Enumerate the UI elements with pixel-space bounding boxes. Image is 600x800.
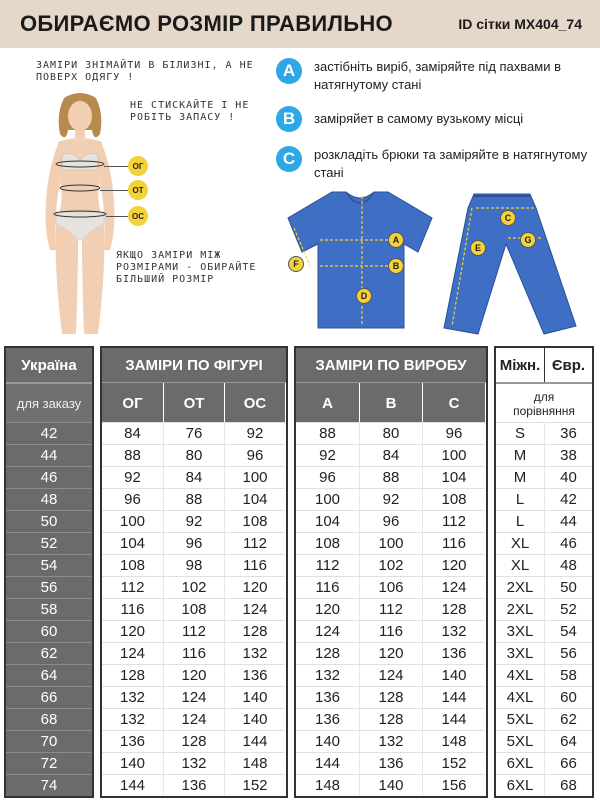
- ukraine-size-cell: 46: [6, 466, 92, 488]
- ukraine-size-cell: 70: [6, 730, 92, 752]
- table-row: [6, 598, 92, 620]
- ukraine-size-cell: 44: [6, 444, 92, 466]
- table-row: [296, 642, 486, 664]
- eur-size-cell: 48: [544, 554, 592, 576]
- letter-c-icon: C: [276, 146, 302, 172]
- table-row: [102, 422, 286, 444]
- table-row: [6, 444, 92, 466]
- body-measurement-rows: [102, 422, 286, 796]
- og-cell: 140: [102, 752, 163, 774]
- os-cell: 144: [224, 730, 285, 752]
- ukraine-size-cell: 72: [6, 752, 92, 774]
- b-cell: 136: [359, 752, 422, 774]
- a-cell: 96: [296, 466, 359, 488]
- pants-point-g: G: [520, 232, 536, 248]
- table-row: [6, 642, 92, 664]
- os-cell: 116: [224, 554, 285, 576]
- table-row: [296, 664, 486, 686]
- product-measurements-header: ЗАМІРИ ПО ВИРОБУ: [296, 348, 486, 382]
- table-row: [6, 510, 92, 532]
- table-row: [296, 774, 486, 796]
- a-cell: 144: [296, 752, 359, 774]
- og-cell: 136: [102, 730, 163, 752]
- a-cell: 124: [296, 620, 359, 642]
- note-measure-in-underwear: ЗАМІРИ ЗНІМАЙТИ В БІЛИЗНІ, А НЕ ПОВЕРХ ОДЯГУ !: [36, 60, 254, 83]
- eur-size-cell: 36: [544, 422, 592, 444]
- os-marker: ОС: [128, 206, 148, 226]
- table-row: [296, 488, 486, 510]
- ukraine-size-cell: 48: [6, 488, 92, 510]
- table-row: [296, 466, 486, 488]
- note-between-sizes: ЯКЩО ЗАМІРИ МІЖ РОЗМІРАМИ - ОБИРАЙТЕ БІЛЬШИЙ РОЗМІР: [116, 250, 257, 285]
- ot-cell: 128: [163, 730, 224, 752]
- table-row: [496, 642, 592, 664]
- intl-size-cell: L: [496, 488, 544, 510]
- eur-size-cell: 46: [544, 532, 592, 554]
- c-cell: 116: [422, 532, 485, 554]
- c-cell: 156: [422, 774, 485, 796]
- table-row: [496, 554, 592, 576]
- intl-size-cell: 5XL: [496, 730, 544, 752]
- os-cell: 140: [224, 686, 285, 708]
- intl-size-cell: M: [496, 466, 544, 488]
- size-comparison-table: [494, 346, 594, 798]
- ukraine-size-cell: 50: [6, 510, 92, 532]
- table-row: [6, 752, 92, 774]
- ot-pointer-line: [100, 190, 128, 191]
- ukraine-subheader: для заказу: [6, 383, 92, 423]
- table-row: [102, 488, 286, 510]
- table-row: [6, 730, 92, 752]
- ot-cell: 96: [163, 532, 224, 554]
- b-cell: 116: [359, 620, 422, 642]
- table-row: [496, 510, 592, 532]
- b-cell: 132: [359, 730, 422, 752]
- a-cell: 136: [296, 708, 359, 730]
- table-row: [102, 466, 286, 488]
- eur-size-cell: 42: [544, 488, 592, 510]
- table-row: [496, 422, 592, 444]
- os-cell: 140: [224, 708, 285, 730]
- os-cell: 120: [224, 576, 285, 598]
- os-cell: 108: [224, 510, 285, 532]
- table-row: [6, 554, 92, 576]
- table-row: [296, 532, 486, 554]
- og-cell: 104: [102, 532, 163, 554]
- intl-size-cell: 2XL: [496, 576, 544, 598]
- instruction-c-text: розкладіть брюки та заміряйте в натягнутому стані: [314, 147, 588, 180]
- size-grid-id: ID сітки MX404_74: [458, 16, 582, 32]
- eur-size-cell: 52: [544, 598, 592, 620]
- c-cell: 152: [422, 752, 485, 774]
- intl-size-cell: XL: [496, 532, 544, 554]
- intl-size-cell: 2XL: [496, 598, 544, 620]
- table-row: [296, 598, 486, 620]
- shirt-point-f: F: [288, 256, 304, 272]
- ukraine-size-table: [4, 346, 94, 798]
- table-row: [6, 686, 92, 708]
- a-cell: 92: [296, 444, 359, 466]
- table-row: [496, 686, 592, 708]
- intl-size-cell: L: [496, 510, 544, 532]
- instruction-a: [276, 58, 596, 94]
- c-cell: 96: [422, 422, 485, 444]
- note-do-not-squeeze: НЕ СТИСКАЙТЕ І НЕ РОБІТЬ ЗАПАСУ !: [130, 100, 250, 123]
- og-cell: 132: [102, 686, 163, 708]
- table-row: [496, 466, 592, 488]
- a-cell: 116: [296, 576, 359, 598]
- table-row: [296, 620, 486, 642]
- og-cell: 100: [102, 510, 163, 532]
- b-cell: 128: [359, 686, 422, 708]
- eur-size-cell: 54: [544, 620, 592, 642]
- table-row: [102, 598, 286, 620]
- eur-size-cell: 68: [544, 774, 592, 796]
- table-row: [6, 576, 92, 598]
- table-row: [102, 686, 286, 708]
- letter-a-icon: A: [276, 58, 302, 84]
- pants-point-e: E: [470, 240, 486, 256]
- b-cell: 102: [359, 554, 422, 576]
- body-measurements-header: ЗАМІРИ ПО ФІГУРІ: [102, 348, 286, 382]
- product-measurements-table: [294, 346, 488, 798]
- a-cell: 132: [296, 664, 359, 686]
- ukraine-size-rows: [6, 422, 92, 796]
- b-cell: 92: [359, 488, 422, 510]
- table-row: [496, 620, 592, 642]
- table-row: [296, 730, 486, 752]
- ot-cell: 132: [163, 752, 224, 774]
- os-cell: 100: [224, 466, 285, 488]
- ukraine-header: Україна: [6, 348, 92, 382]
- og-cell: 92: [102, 466, 163, 488]
- page-title: ОБИРАЄМО РОЗМІР ПРАВИЛЬНО: [20, 11, 393, 36]
- table-row: [6, 488, 92, 510]
- table-row: [102, 774, 286, 796]
- table-row: [102, 642, 286, 664]
- intl-size-header: Міжн.: [496, 348, 544, 382]
- og-cell: 120: [102, 620, 163, 642]
- body-figure-illustration: [30, 90, 130, 338]
- intl-size-cell: 3XL: [496, 642, 544, 664]
- b-cell: 100: [359, 532, 422, 554]
- shirt-point-b: B: [388, 258, 404, 274]
- a-cell: 140: [296, 730, 359, 752]
- ot-cell: 136: [163, 774, 224, 796]
- os-cell: 132: [224, 642, 285, 664]
- eur-size-cell: 64: [544, 730, 592, 752]
- intl-size-cell: 3XL: [496, 620, 544, 642]
- table-row: [496, 532, 592, 554]
- table-row: [296, 444, 486, 466]
- os-cell: 148: [224, 752, 285, 774]
- og-cell: 144: [102, 774, 163, 796]
- c-cell: 136: [422, 642, 485, 664]
- ot-cell: 112: [163, 620, 224, 642]
- os-cell: 124: [224, 598, 285, 620]
- table-row: [296, 554, 486, 576]
- b-cell: 140: [359, 774, 422, 796]
- intl-size-cell: M: [496, 444, 544, 466]
- column-b: B: [359, 383, 422, 423]
- ot-cell: 88: [163, 488, 224, 510]
- og-cell: 116: [102, 598, 163, 620]
- comparison-subheader: для порівняння: [496, 383, 592, 423]
- os-pointer-line: [106, 216, 128, 217]
- a-cell: 88: [296, 422, 359, 444]
- table-row: [102, 532, 286, 554]
- ot-cell: 124: [163, 708, 224, 730]
- os-cell: 104: [224, 488, 285, 510]
- table-row: [102, 708, 286, 730]
- table-row: [496, 444, 592, 466]
- ot-cell: 76: [163, 422, 224, 444]
- table-row: [496, 488, 592, 510]
- b-cell: 112: [359, 598, 422, 620]
- pants-point-c: C: [500, 210, 516, 226]
- intl-size-cell: 4XL: [496, 686, 544, 708]
- eur-size-header: Євр.: [544, 348, 592, 382]
- intl-size-cell: S: [496, 422, 544, 444]
- ukraine-size-cell: 74: [6, 774, 92, 796]
- table-row: [102, 444, 286, 466]
- shirt-point-a: A: [388, 232, 404, 248]
- c-cell: 140: [422, 664, 485, 686]
- ot-cell: 80: [163, 444, 224, 466]
- os-cell: 92: [224, 422, 285, 444]
- ot-marker: ОТ: [128, 180, 148, 200]
- eur-size-cell: 60: [544, 686, 592, 708]
- table-row: [102, 730, 286, 752]
- ukraine-size-cell: 60: [6, 620, 92, 642]
- ukraine-size-cell: 58: [6, 598, 92, 620]
- instruction-c: [276, 146, 596, 182]
- table-row: [296, 708, 486, 730]
- og-marker: ОГ: [128, 156, 148, 176]
- table-row: [496, 708, 592, 730]
- ot-cell: 120: [163, 664, 224, 686]
- table-row: [496, 664, 592, 686]
- og-cell: 132: [102, 708, 163, 730]
- intl-size-cell: 5XL: [496, 708, 544, 730]
- table-row: [6, 422, 92, 444]
- b-cell: 106: [359, 576, 422, 598]
- instruction-b: [276, 106, 596, 132]
- size-comparison-rows: [496, 422, 592, 796]
- ot-cell: 84: [163, 466, 224, 488]
- b-cell: 84: [359, 444, 422, 466]
- b-cell: 88: [359, 466, 422, 488]
- ot-cell: 92: [163, 510, 224, 532]
- os-cell: 112: [224, 532, 285, 554]
- c-cell: 120: [422, 554, 485, 576]
- eur-size-cell: 66: [544, 752, 592, 774]
- b-cell: 120: [359, 642, 422, 664]
- column-c: C: [422, 383, 485, 423]
- a-cell: 100: [296, 488, 359, 510]
- eur-size-cell: 38: [544, 444, 592, 466]
- table-row: [296, 752, 486, 774]
- table-row: [102, 752, 286, 774]
- letter-b-icon: B: [276, 106, 302, 132]
- ukraine-size-cell: 62: [6, 642, 92, 664]
- ot-cell: 116: [163, 642, 224, 664]
- ukraine-size-cell: 64: [6, 664, 92, 686]
- intl-size-cell: 6XL: [496, 774, 544, 796]
- ot-cell: 108: [163, 598, 224, 620]
- c-cell: 128: [422, 598, 485, 620]
- table-row: [296, 510, 486, 532]
- os-cell: 96: [224, 444, 285, 466]
- ukraine-size-cell: 68: [6, 708, 92, 730]
- a-cell: 128: [296, 642, 359, 664]
- og-pointer-line: [104, 166, 128, 167]
- table-row: [6, 532, 92, 554]
- og-cell: 96: [102, 488, 163, 510]
- eur-size-cell: 62: [544, 708, 592, 730]
- a-cell: 136: [296, 686, 359, 708]
- table-row: [496, 730, 592, 752]
- table-row: [6, 774, 92, 796]
- header-bar: [0, 0, 600, 48]
- table-row: [102, 510, 286, 532]
- table-row: [496, 774, 592, 796]
- c-cell: 112: [422, 510, 485, 532]
- ukraine-size-cell: 56: [6, 576, 92, 598]
- table-row: [296, 422, 486, 444]
- ot-cell: 98: [163, 554, 224, 576]
- a-cell: 112: [296, 554, 359, 576]
- intl-size-cell: 6XL: [496, 752, 544, 774]
- table-row: [496, 576, 592, 598]
- ukraine-size-cell: 66: [6, 686, 92, 708]
- eur-size-cell: 56: [544, 642, 592, 664]
- c-cell: 108: [422, 488, 485, 510]
- og-cell: 88: [102, 444, 163, 466]
- a-cell: 108: [296, 532, 359, 554]
- a-cell: 120: [296, 598, 359, 620]
- og-cell: 124: [102, 642, 163, 664]
- shirt-point-d: D: [356, 288, 372, 304]
- c-cell: 148: [422, 730, 485, 752]
- table-row: [102, 664, 286, 686]
- ukraine-size-cell: 54: [6, 554, 92, 576]
- eur-size-cell: 50: [544, 576, 592, 598]
- og-cell: 84: [102, 422, 163, 444]
- ukraine-size-cell: 52: [6, 532, 92, 554]
- table-row: [6, 466, 92, 488]
- a-cell: 104: [296, 510, 359, 532]
- ot-cell: 102: [163, 576, 224, 598]
- table-row: [6, 620, 92, 642]
- b-cell: 96: [359, 510, 422, 532]
- b-cell: 128: [359, 708, 422, 730]
- c-cell: 144: [422, 686, 485, 708]
- instruction-a-text: застібніть виріб, заміряйте під пахвами в натягнутому стані: [314, 59, 561, 92]
- c-cell: 100: [422, 444, 485, 466]
- c-cell: 104: [422, 466, 485, 488]
- table-row: [6, 664, 92, 686]
- b-cell: 124: [359, 664, 422, 686]
- b-cell: 80: [359, 422, 422, 444]
- c-cell: 124: [422, 576, 485, 598]
- ukraine-size-cell: 42: [6, 422, 92, 444]
- scrub-shirt-illustration: [284, 188, 436, 334]
- eur-size-cell: 44: [544, 510, 592, 532]
- table-row: [296, 576, 486, 598]
- instruction-b-text: заміряйет в самому вузькому місці: [314, 111, 524, 126]
- table-row: [496, 598, 592, 620]
- column-os: ОС: [224, 383, 285, 423]
- og-cell: 108: [102, 554, 163, 576]
- intl-size-cell: XL: [496, 554, 544, 576]
- table-row: [296, 686, 486, 708]
- og-cell: 128: [102, 664, 163, 686]
- table-row: [102, 576, 286, 598]
- table-row: [102, 620, 286, 642]
- c-cell: 132: [422, 620, 485, 642]
- eur-size-cell: 58: [544, 664, 592, 686]
- product-measurement-rows: [296, 422, 486, 796]
- column-a: A: [296, 383, 359, 423]
- og-cell: 112: [102, 576, 163, 598]
- os-cell: 152: [224, 774, 285, 796]
- os-cell: 128: [224, 620, 285, 642]
- ot-cell: 124: [163, 686, 224, 708]
- table-row: [496, 752, 592, 774]
- body-measurements-table: [100, 346, 288, 798]
- intl-size-cell: 4XL: [496, 664, 544, 686]
- os-cell: 136: [224, 664, 285, 686]
- table-row: [6, 708, 92, 730]
- a-cell: 148: [296, 774, 359, 796]
- column-og: ОГ: [102, 383, 163, 423]
- column-ot: ОТ: [163, 383, 224, 423]
- eur-size-cell: 40: [544, 466, 592, 488]
- table-row: [102, 554, 286, 576]
- c-cell: 144: [422, 708, 485, 730]
